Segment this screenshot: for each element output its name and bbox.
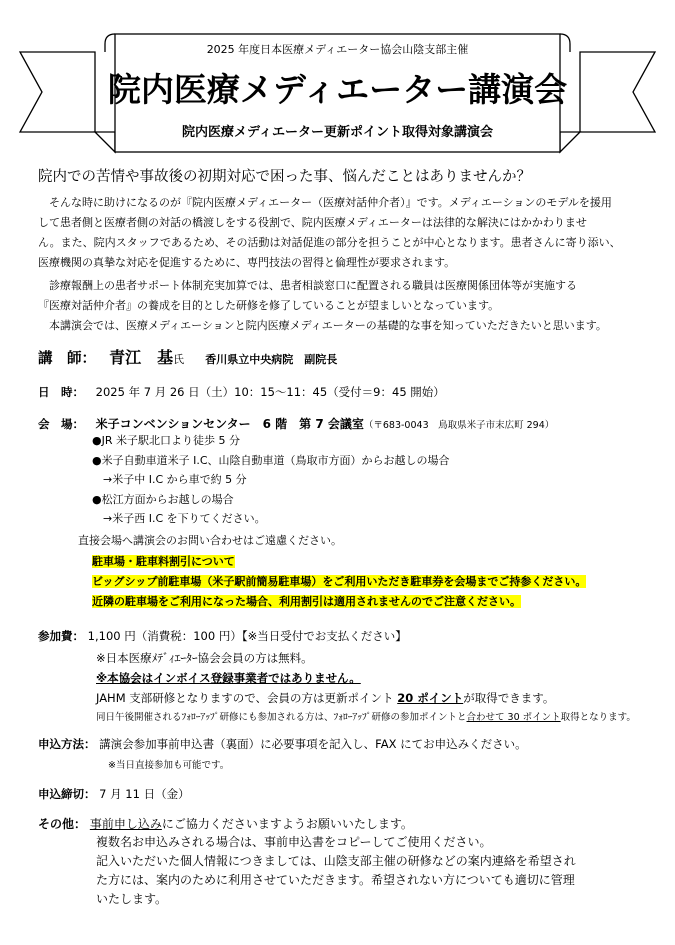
fee-row (38, 628, 407, 644)
access-item: ●松江方面からお越しの場合 (92, 492, 234, 506)
other-emphasis: 事前申し込み (89, 817, 162, 831)
sponsor-text: 2025 年度日本医療メディエーター協会山陰支部主催 (206, 43, 469, 56)
intro-line: そんな時に助けになるのが『院内医療メディエーター（医療対話仲介者）』です。メディエーションのモデルを援用 (38, 196, 612, 209)
parking-heading: 駐車場・駐車料割引について (92, 555, 235, 568)
access-item: →米子西 I.C を下りてください。 (92, 512, 266, 525)
venue-address: （〒683-0043 鳥取県米子市末広町 294） (363, 420, 555, 431)
access-item: ●米子自動車道米子 I.C、山陰自動車道（鳥取市方面）からお越しの場合 (92, 453, 450, 467)
parking-line: 近隣の駐車場をご利用になった場合、利用割引は適用されませんのでご注意ください。 (92, 595, 521, 608)
lecturer-honorific: 氏 (173, 353, 185, 366)
apply-value: 講演会参加事前申込書（裏面）に必要事項を記入し、FAX にてお申込みください。 (99, 737, 527, 751)
other-line: 複数名お申込みされる場合は、事前申込書をコピーしてご使用ください。 (96, 835, 492, 849)
intro-line: ん。また、院内スタッフであるため、その活動は対話促進の部分を担うことが中心となります。患者さんに寄り添い、 (38, 236, 621, 249)
other-line: にご協力くださいますようお願いいたします。 (161, 817, 413, 831)
fee-invoice-note: ※本協会はインボイス登録事業者ではありません。 (96, 671, 361, 685)
page-subtitle: 院内医療メディエーター更新ポイント取得対象講演会 (182, 125, 493, 140)
lead-question: 院内での苦情や事故後の初期対応で困った事、悩んだことはありませんか？ (38, 169, 531, 185)
venue-note: 直接会場へ講演会のお問い合わせはご遠慮ください。 (78, 534, 342, 547)
other-label: その他： (38, 817, 87, 831)
datetime-value: 2025 年 7 月 26 日（土）10：15〜11：45（受付＝9：45 開始） (95, 385, 445, 399)
other-details (96, 833, 576, 909)
fee-followup: 同日午後開催されるﾌｫﾛｰｱｯﾌﾟ研修にも参加される方は、ﾌｫﾛｰｱｯﾌﾟ研修の参加ポイントと合わせて 30 ポイント取得となります。 (96, 712, 636, 723)
venue-row (38, 415, 554, 432)
parking-info (92, 552, 586, 612)
datetime-row (38, 384, 445, 400)
intro-paragraph-1 (38, 193, 646, 273)
lecturer-label: 講 師： (38, 351, 96, 367)
other-line: た方には、案内のために利用させていただきます。希望されない方についても適切に管理 (96, 873, 575, 887)
fee-member-free: ※日本医療ﾒﾃﾞｨｴｰﾀｰ協会会員の方は無料。 (96, 651, 313, 665)
deadline-row (38, 786, 190, 802)
apply-label: 申込方法： (38, 737, 96, 751)
intro-line: 本講演会では、医療メディエーションと院内医療メディエーターの基礎的な事を知っていただきたいと思います。 (38, 319, 607, 332)
intro-paragraph-2 (38, 276, 646, 336)
access-item: →米子中 I.C から車で約 5 分 (92, 473, 247, 486)
fee-value: 1,100 円（消費税：100 円）【※当日受付でお支払ください】 (87, 629, 407, 643)
fee-points: JAHM 支部研修となりますので、会員の方は更新ポイント 20 ポイントが取得できます。 (96, 691, 555, 705)
intro-line: 『医療対話仲介者』の養成を目的とした研修を修了していることが望ましいとなっています。 (38, 299, 500, 312)
access-item: ●JR 米子駅北口より徒歩 5 分 (92, 434, 240, 447)
other-line: いたします。 (96, 892, 168, 906)
venue-label: 会 場： (38, 417, 84, 431)
other-line: 記入いただいた個人情報につきましては、山陰支部主催の研修などの案内連絡を希望され (96, 854, 576, 868)
deadline-value: 7 月 11 日（金） (99, 787, 190, 801)
fee-label: 参加費： (38, 629, 84, 643)
fee-details (96, 648, 636, 728)
page-title: 院内医療メディエーター講演会 (107, 70, 568, 109)
intro-line: して患者側と医療者側の対話の橋渡しをする役割で、院内医療メディエーターは法律的な解決にはかかわりませ (38, 216, 587, 229)
datetime-label: 日 時： (38, 385, 84, 399)
venue-access (92, 431, 675, 529)
apply-note: ※当日直接参加も可能です。 (108, 760, 230, 771)
lecturer-affiliation: 香川県立中央病院 副院長 (205, 353, 338, 366)
intro-line: 医療機関の真摯な対応を促進するために、専門技法の習得と倫理性が要求されます。 (38, 256, 456, 269)
deadline-label: 申込締切： (38, 787, 96, 801)
other-row (38, 815, 413, 832)
lecturer-name: 青江 基 (109, 348, 174, 367)
lecturer-row (38, 345, 337, 368)
apply-row (38, 736, 527, 752)
parking-line: ビッグシップ前駐車場（米子駅前簡易駐車場）をご利用いただき駐車券を会場までご持参ください。 (92, 575, 587, 588)
venue-name: 米子コンベンションセンター 6 階 第 7 会議室 (95, 417, 364, 431)
intro-line: 診療報酬上の患者サポート体制充実加算では、患者相談窓口に配置される職員は医療関係団体等が実施する (38, 279, 577, 292)
